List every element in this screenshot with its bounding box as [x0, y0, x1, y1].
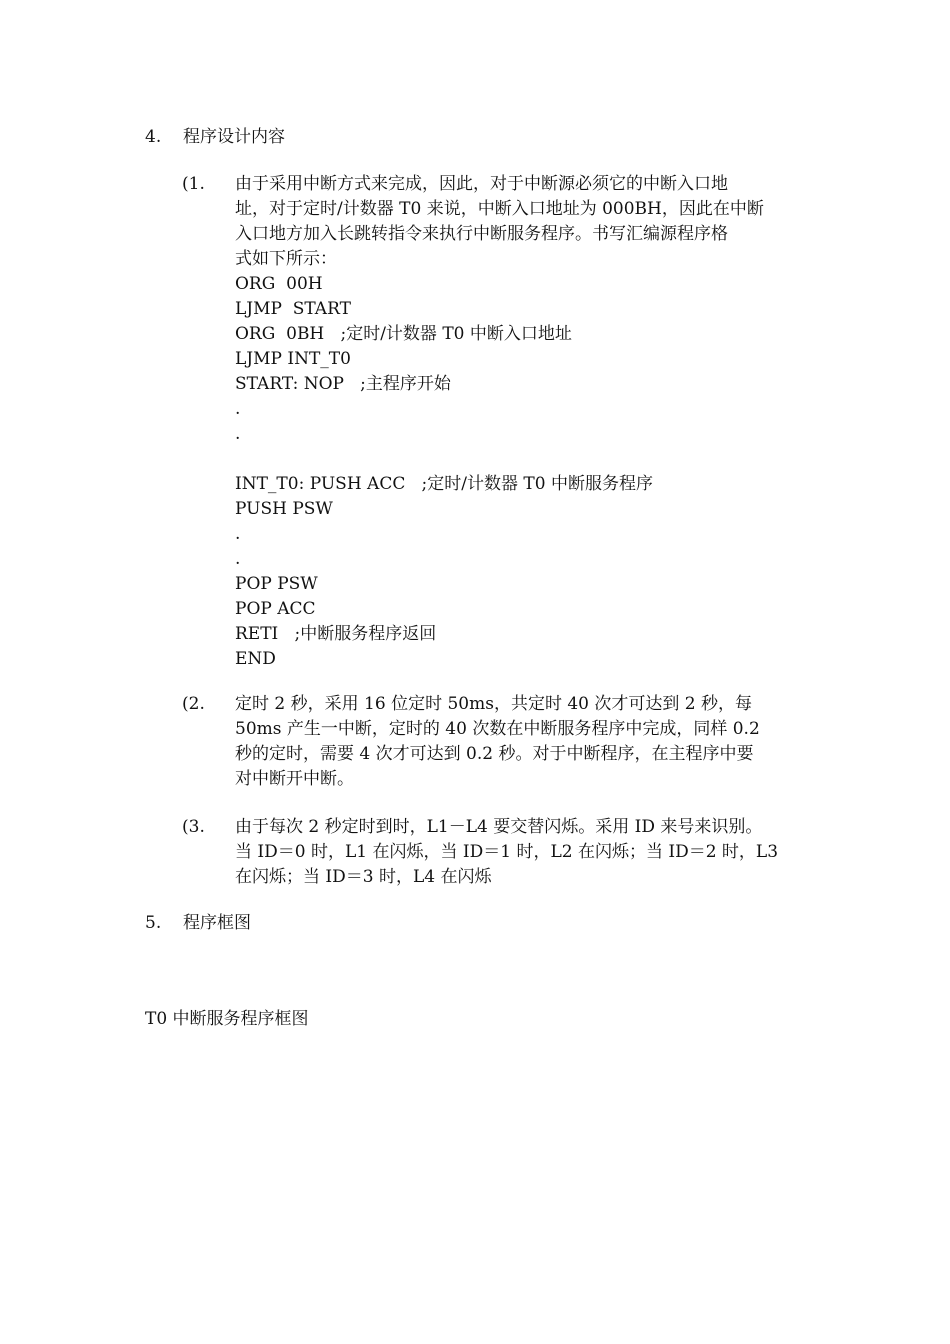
section-5-heading	[145, 911, 251, 935]
code-line: INT_T0: PUSH ACC ;定时/计数器 T0 中断服务程序	[235, 474, 653, 494]
section-5-number: 5.	[145, 913, 162, 933]
code-line: LJMP START	[235, 299, 351, 319]
flowchart-caption: T0 中断服务程序框图	[145, 1009, 309, 1029]
paragraph-line: 址，对于定时/计数器 T0 来说，中断入口地址为 000BH，因此在中断	[235, 199, 764, 219]
code-line: POP PSW	[235, 574, 318, 594]
paragraph-line: 在闪烁；当 ID＝3 时，L4 在闪烁	[235, 867, 492, 887]
code-line	[235, 447, 795, 472]
paragraph-line: 入口地方加入长跳转指令来执行中断服务程序。书写汇编源程序格	[235, 224, 728, 244]
code-line: .	[235, 399, 241, 419]
code-line: RETI ;中断服务程序返回	[235, 624, 437, 644]
item-3-paragraph	[235, 815, 810, 890]
paragraph-line: 由于采用中断方式来完成，因此，对于中断源必须它的中断入口地	[235, 174, 728, 194]
item-1-marker: (1.	[182, 174, 205, 194]
section-4-number: 4.	[145, 127, 162, 147]
item-3	[182, 815, 822, 890]
item-2-marker: (2.	[182, 694, 205, 714]
item-2	[182, 692, 822, 792]
code-line: .	[235, 524, 241, 544]
code-line: ORG 0BH ;定时/计数器 T0 中断入口地址	[235, 324, 572, 344]
code-line: END	[235, 649, 276, 669]
item-1-paragraph	[235, 172, 810, 272]
code-line: ORG 00H	[235, 274, 323, 294]
paragraph-line: 由于每次 2 秒定时到时，L1－L4 要交替闪烁。采用 ID 来号来识别。	[235, 817, 763, 837]
section-4-title: 程序设计内容	[183, 127, 285, 147]
paragraph-line: 式如下所示：	[235, 249, 337, 269]
paragraph-line: 当 ID＝0 时，L1 在闪烁，当 ID＝1 时，L2 在闪烁；当 ID＝2 时，L3	[235, 842, 779, 862]
paragraph-line: 对中断开中断。	[235, 769, 354, 789]
item-3-marker: (3.	[182, 817, 205, 837]
assembly-code-block	[235, 272, 795, 672]
code-line: START: NOP ;主程序开始	[235, 374, 451, 394]
code-line: LJMP INT_T0	[235, 349, 351, 369]
paragraph-line: 秒的定时，需要 4 次才可达到 0.2 秒。对于中断程序，在主程序中要	[235, 744, 754, 764]
paragraph-line: 定时 2 秒，采用 16 位定时 50ms，共定时 40 次才可达到 2 秒，每	[235, 694, 753, 714]
code-line: POP ACC	[235, 599, 316, 619]
code-line: PUSH PSW	[235, 499, 333, 519]
item-2-paragraph	[235, 692, 810, 792]
code-line: .	[235, 424, 241, 444]
paragraph-line: 50ms 产生一中断，定时的 40 次数在中断服务程序中完成，同样 0.2	[235, 719, 760, 739]
section-4-heading	[145, 125, 285, 149]
item-1	[182, 172, 822, 672]
section-5-title: 程序框图	[183, 913, 251, 933]
code-line: .	[235, 549, 241, 569]
